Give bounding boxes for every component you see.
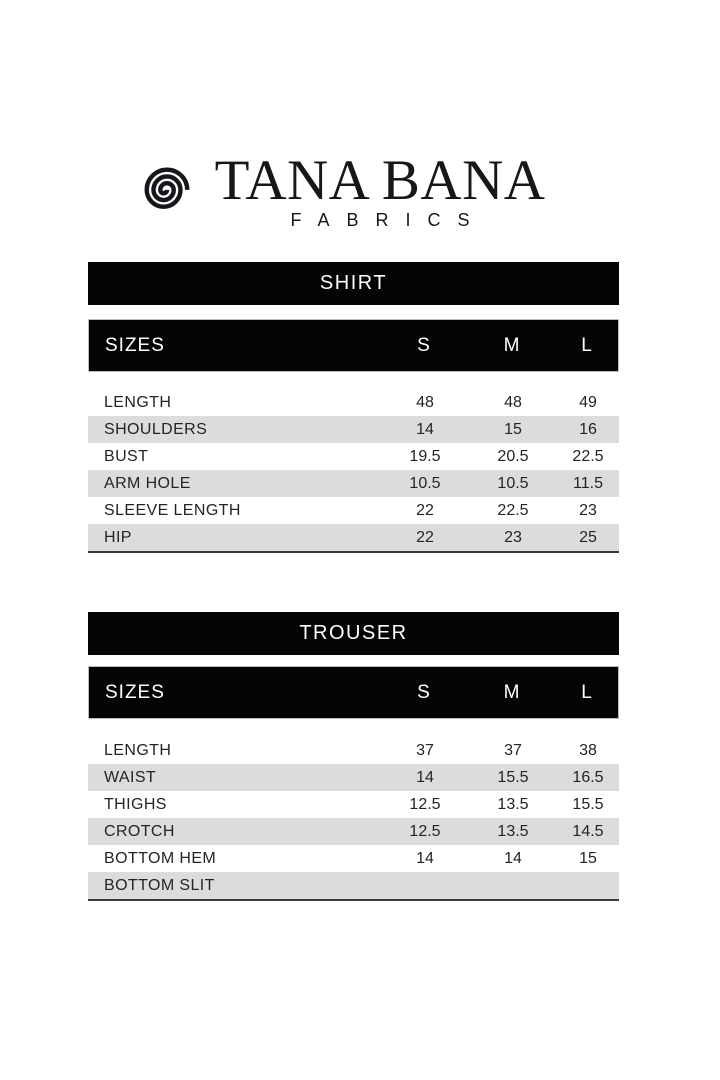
table-row	[88, 791, 619, 818]
shirt-size-chart	[88, 262, 619, 553]
value-s: 48	[416, 393, 434, 411]
table-row	[88, 818, 619, 845]
column-header-s: S	[417, 681, 431, 703]
column-header-l: L	[581, 681, 593, 703]
value-m: 23	[504, 528, 522, 546]
value-s: 22	[416, 501, 434, 519]
brand-logo	[140, 149, 553, 231]
value-s: 22	[416, 528, 434, 546]
value-s: 37	[416, 741, 434, 759]
shirt-title: SHIRT	[319, 272, 388, 294]
shirt-title-bar	[88, 262, 619, 305]
value-l: 38	[579, 741, 597, 759]
value-m: 15	[504, 420, 522, 438]
value-m: 13.5	[497, 822, 529, 840]
value-l: 16.5	[572, 768, 604, 786]
value-l: 22.5	[572, 447, 604, 465]
brand-name: TANA BANA	[214, 149, 546, 212]
row-label: HIP	[104, 528, 132, 546]
value-l: 16	[579, 420, 597, 438]
row-label: BOTTOM HEM	[104, 849, 217, 867]
value-m: 22.5	[497, 501, 529, 519]
table-row	[88, 872, 619, 899]
table-row	[88, 845, 619, 872]
value-l: 15	[579, 849, 597, 867]
table-row	[88, 737, 619, 764]
value-l: 11.5	[573, 474, 603, 492]
column-header-m: M	[503, 681, 521, 703]
value-s: 19.5	[409, 447, 441, 465]
trouser-title: TROUSER	[299, 622, 408, 644]
value-m: 10.5	[497, 474, 529, 492]
column-header-s: S	[417, 334, 431, 356]
value-m: 48	[504, 393, 522, 411]
value-s: 14	[416, 768, 434, 786]
shirt-rows	[88, 389, 619, 553]
trouser-title-bar	[88, 612, 619, 655]
value-l: 23	[579, 501, 597, 519]
table-row	[88, 416, 619, 443]
table-row	[88, 764, 619, 791]
table-row	[88, 497, 619, 524]
value-l: 15.5	[572, 795, 604, 813]
shirt-sizes-header	[88, 319, 619, 372]
row-label: SHOULDERS	[104, 420, 208, 438]
value-s: 10.5	[409, 474, 441, 492]
value-s: 14	[416, 849, 434, 867]
trouser-rows	[88, 737, 619, 901]
sizes-label: SIZES	[105, 681, 165, 703]
table-row	[88, 524, 619, 551]
table-row	[88, 389, 619, 416]
row-label: THIGHS	[104, 795, 167, 813]
table-row	[88, 470, 619, 497]
row-label: BUST	[104, 447, 149, 465]
spiral-icon	[140, 158, 194, 218]
row-label: WAIST	[104, 768, 157, 786]
value-m: 14	[504, 849, 522, 867]
table-row	[88, 443, 619, 470]
value-s: 14	[416, 420, 434, 438]
row-label: SLEEVE LENGTH	[104, 501, 241, 519]
trouser-size-chart	[88, 612, 619, 901]
brand-subtitle: FABRICS	[290, 210, 487, 230]
value-s: 12.5	[409, 822, 441, 840]
value-s: 12.5	[409, 795, 441, 813]
sizes-label: SIZES	[105, 334, 165, 356]
trouser-sizes-header	[88, 666, 619, 719]
value-m: 15.5	[497, 768, 529, 786]
value-l: 14.5	[572, 822, 604, 840]
value-m: 13.5	[497, 795, 529, 813]
column-header-l: L	[581, 334, 593, 356]
row-label: CROTCH	[104, 822, 175, 840]
row-label: LENGTH	[104, 741, 172, 759]
value-m: 37	[504, 741, 522, 759]
row-label: BOTTOM SLIT	[104, 876, 215, 894]
value-m: 20.5	[497, 447, 529, 465]
column-header-m: M	[503, 334, 521, 356]
row-label: LENGTH	[104, 393, 172, 411]
brand-text	[207, 149, 553, 231]
value-l: 25	[579, 528, 597, 546]
row-label: ARM HOLE	[104, 474, 191, 492]
value-l: 49	[579, 393, 597, 411]
